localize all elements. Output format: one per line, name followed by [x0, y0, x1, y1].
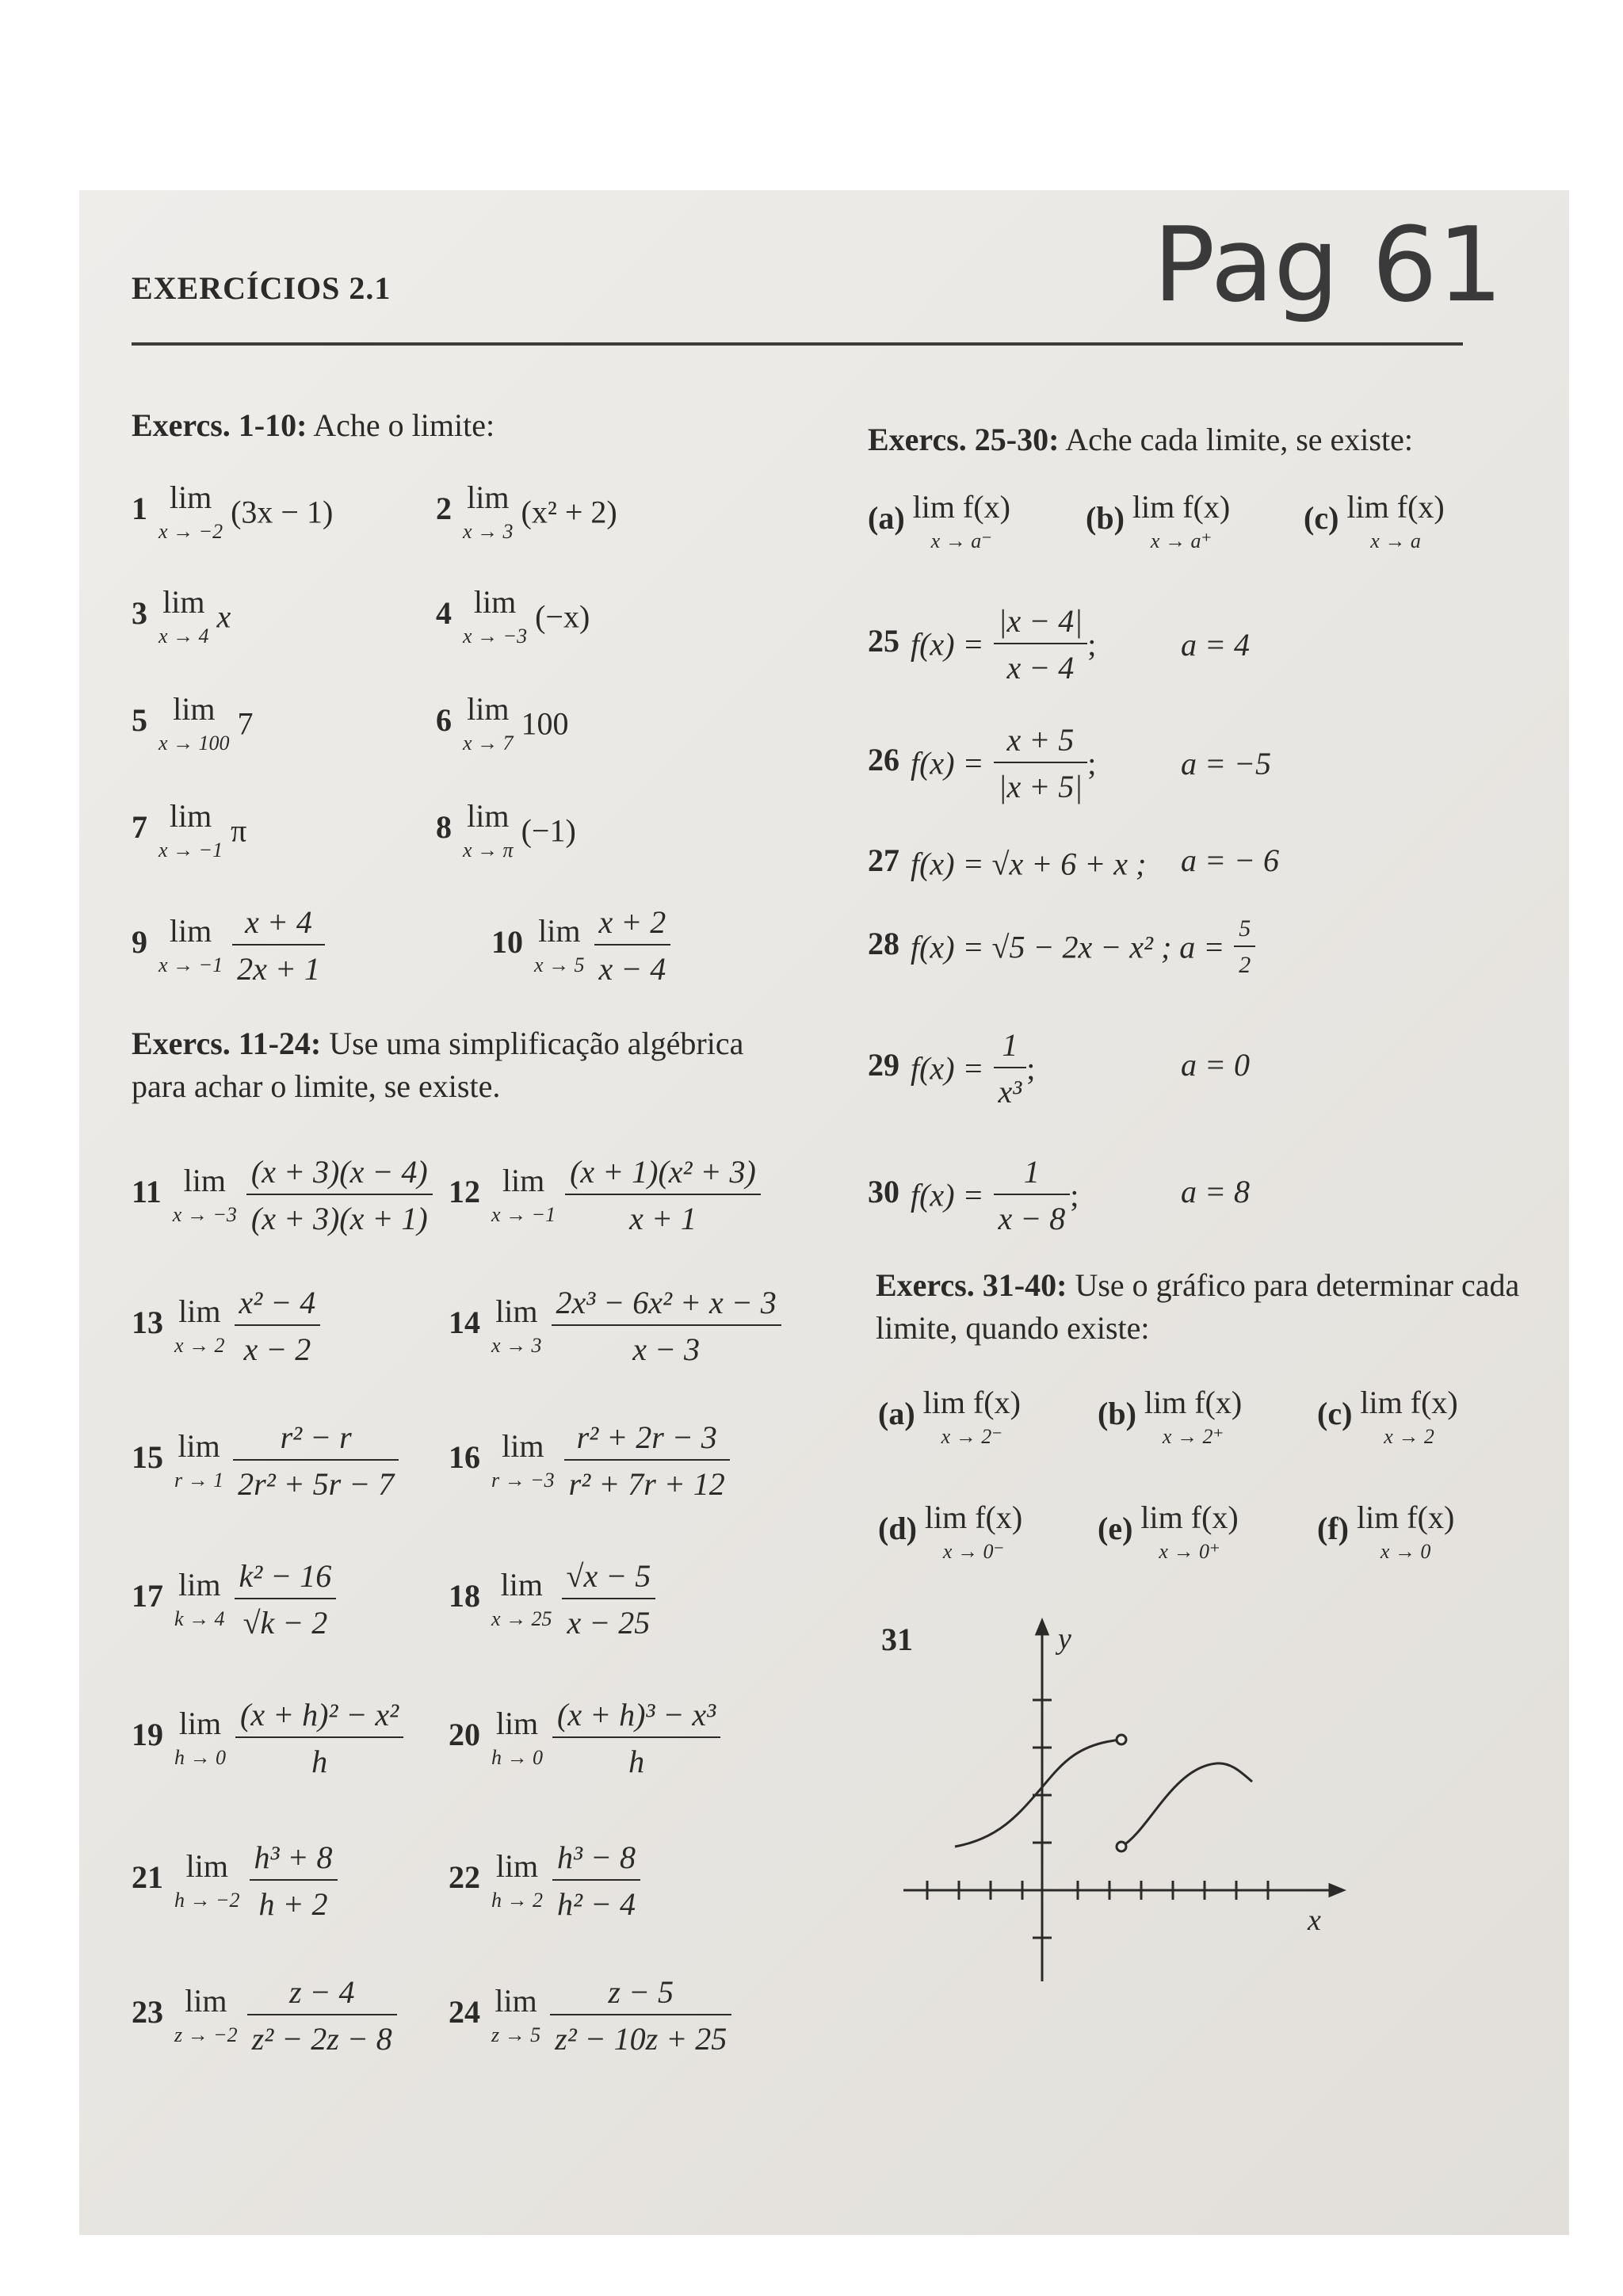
- exercise-26: 26 f(x) = $\frac{x + 5}{|x + 5|}$ ;: [868, 722, 1097, 804]
- open-endpoint-top: [1117, 1735, 1126, 1744]
- x-axis-label: x: [1308, 1904, 1321, 1937]
- part-a-31-40: (a) lim f(x) x → 2⁻: [878, 1385, 1021, 1448]
- exercise-24: 24 lim z → 5 $\frac{z - 5}{\text{z² − 10z + 25}}$: [449, 1973, 731, 2057]
- condition-26: a = −5: [1181, 746, 1271, 781]
- part-f-31-40: (f) lim f(x) x → 0: [1317, 1499, 1455, 1563]
- y-axis-label: y: [1058, 1622, 1071, 1656]
- part-d-31-40: (d) lim f(x) x → 0⁻: [878, 1499, 1023, 1563]
- exercise-29: 29 f(x) = $\frac{1}{\text{x³}}$ ;: [868, 1027, 1036, 1110]
- part-b-31-40: (b) lim f(x) x → 2⁺: [1098, 1385, 1243, 1448]
- exercise-7: 7 lim x → −1 π: [132, 798, 247, 861]
- condition-27: a = − 6: [1181, 842, 1279, 878]
- page-label: Pag 61: [1153, 204, 1503, 325]
- x-axis-arrow: [1330, 1885, 1343, 1896]
- condition-29: a = 0: [1181, 1047, 1250, 1083]
- exercise-12: 12 lim x → −1 $\frac{\text{(x + 1)(x² + 3)}}{x + 1}$: [449, 1153, 761, 1237]
- exercise-9: 9 lim x → −1 $\frac{x + 4}{2x + 1}$: [132, 904, 325, 988]
- intro-25-30: Exercs. 25-30: Ache cada limite, se existe:: [868, 422, 1413, 457]
- condition-30: a = 8: [1181, 1174, 1250, 1209]
- section-title: EXERCÍCIOS 2.1: [132, 270, 391, 306]
- part-b-25-30: (b) lim f(x) x → a⁺: [1086, 489, 1231, 552]
- exercise-21: 21 lim h → −2 $\frac{\text{h³ + 8}}{h + 2}$: [132, 1839, 338, 1923]
- header-rule: [132, 342, 1463, 346]
- exercise-18: 18 lim x → 25 $\frac{√x - 5}{x - 25}$: [449, 1557, 655, 1641]
- intro-31-40: Exercs. 31-40: Use o gráfico para determinar cada limite, quando existe:: [876, 1267, 1520, 1346]
- exercise-23: 23 lim z → −2 $\frac{z - 4}{\text{z² − 2z − 8}}$: [132, 1973, 397, 2057]
- part-a-25-30: (a) lim f(x) x → a⁻: [868, 489, 1010, 552]
- left-branch-curve: [955, 1740, 1121, 1847]
- right-branch-curve: [1121, 1763, 1252, 1847]
- exercise-17: 17 lim k → 4 $\frac{\text{k² − 16}}{√k - 2}$: [132, 1557, 336, 1641]
- exercise-25: 25 f(x) = $\frac{|x - 4|}{x - 4}$ ;: [868, 603, 1097, 686]
- exercise-16: 16 lim r → −3 $\frac{\text{r² + 2r − 3}}{\text{r² + 7r + 12}}$: [449, 1419, 730, 1503]
- exercise-6: 6 lim x → 7 100: [436, 691, 569, 755]
- exercise-14: 14 lim x → 3 $\frac{\text{2x³ − 6x² + x − 3}}{x - 3}$: [449, 1284, 781, 1368]
- condition-25: a = 4: [1181, 627, 1250, 663]
- exercise-28: 28 f(x) = √5 − 2x − x² ; a = $\frac{5}{2}$: [868, 915, 1255, 979]
- exercise-20: 20 lim h → 0 $\frac{\text{(x + h)³ − x³}}{h}$: [449, 1696, 720, 1780]
- exercise-2: 2 lim x → 3 (x² + 2): [436, 479, 617, 543]
- exercise-11: 11 lim x → −3 $\frac{(x + 3)(x - 4)}{(x + 3)(x + 1)}$: [132, 1153, 433, 1237]
- open-endpoint-bottom: [1117, 1842, 1126, 1851]
- intro-1-10: Exercs. 1-10: Ache o limite:: [132, 407, 495, 443]
- part-e-31-40: (e) lim f(x) x → 0⁺: [1098, 1499, 1239, 1563]
- exercise-10: 10 lim x → 5 $\frac{x + 2}{x - 4}$: [491, 904, 670, 988]
- exercise-3: 3 lim x → 4 x: [132, 584, 231, 648]
- exercise-15: 15 lim r → 1 $\frac{\text{r² − r}}{\text{2r² + 5r − 7}}$: [132, 1419, 399, 1503]
- exercise-1: 1 lim x → −2 (3x − 1): [132, 479, 334, 543]
- exercise-8: 8 lim x → π (−1): [436, 798, 576, 861]
- exercise-13: 13 lim x → 2 $\frac{\text{x² − 4}}{x - 2}$: [132, 1284, 320, 1368]
- exercise-4: 4 lim x → −3 (−x): [436, 584, 590, 648]
- y-axis-arrow: [1037, 1621, 1048, 1634]
- exercise-30: 30 f(x) = $\frac{1}{x - 8}$ ;: [868, 1154, 1079, 1236]
- exercise-5: 5 lim x → 100 7: [132, 691, 254, 755]
- exercise-31-number: 31: [881, 1622, 913, 1657]
- exercise-19: 19 lim h → 0 $\frac{\text{(x + h)² − x²}}{h}$: [132, 1696, 403, 1780]
- part-c-31-40: (c) lim f(x) x → 2: [1317, 1385, 1458, 1448]
- intro-11-24: Exercs. 11-24: Use uma simplificação algébrica para achar o limite, se existe.: [132, 1026, 744, 1104]
- exercise-22: 22 lim h → 2 $\frac{\text{h³ − 8}}{\text{h² − 4}}$: [449, 1839, 640, 1923]
- part-c-25-30: (c) lim f(x) x → a: [1304, 489, 1445, 552]
- exercise-31-graph: [880, 1609, 1355, 2005]
- exercise-27: 27 f(x) = √x + 6 + x ;: [868, 842, 1147, 882]
